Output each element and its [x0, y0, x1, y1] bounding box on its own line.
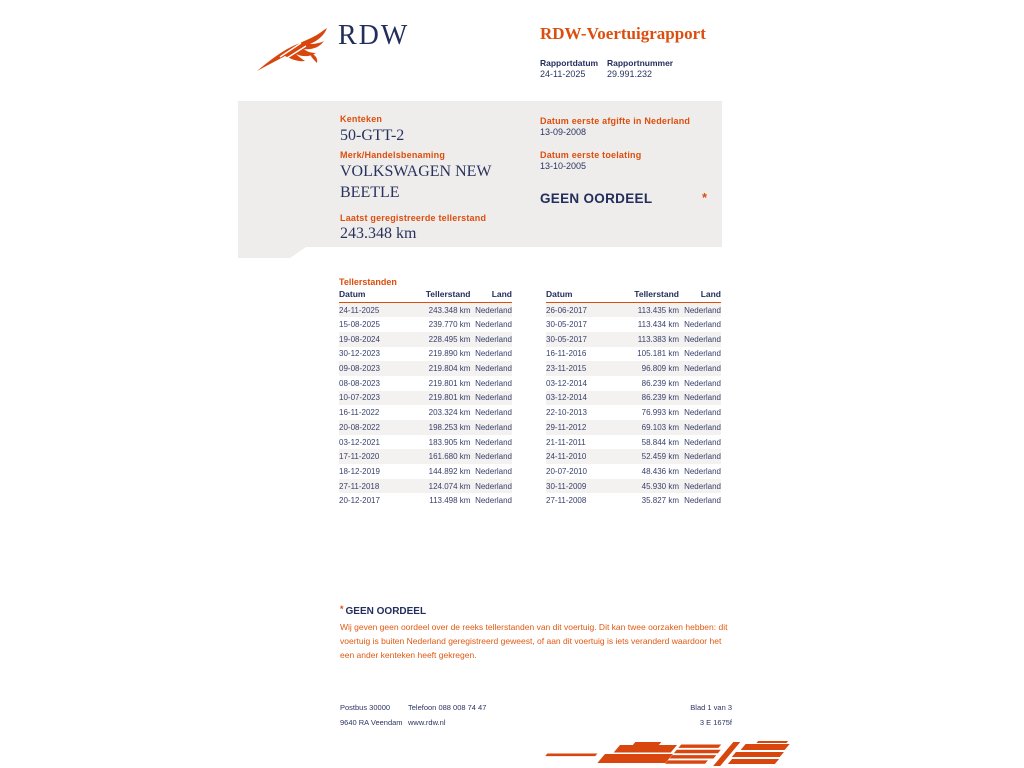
- country-cell: Nederland: [475, 408, 512, 418]
- rdw-feather-logo-icon: [254, 26, 334, 74]
- country-cell: Nederland: [475, 437, 512, 447]
- odometer-cell: 228.495 km: [428, 334, 471, 344]
- table-row: [546, 435, 721, 450]
- odometer-cell: 113.383 km: [637, 334, 679, 344]
- date-cell: 20-07-2010: [546, 466, 587, 476]
- odometer-table-left: [339, 289, 512, 508]
- odometer-cell: 48.436 km: [641, 466, 679, 476]
- country-cell: Nederland: [475, 393, 512, 403]
- column-header: Tellerstand: [408, 289, 470, 303]
- odometer-cell: 113.434 km: [637, 320, 679, 330]
- footer-postbus: Postbus 30000: [340, 703, 391, 712]
- odometer-cell: 239.770 km: [428, 320, 471, 330]
- country-cell: Nederland: [684, 496, 721, 506]
- eerste-afgifte-value: 13-09-2008: [540, 127, 587, 137]
- odometer-cell: 113.498 km: [429, 496, 471, 506]
- country-cell: Nederland: [475, 378, 512, 388]
- country-cell: Nederland: [684, 378, 721, 388]
- country-cell: Nederland: [475, 422, 512, 432]
- odometer-cell: 203.324 km: [428, 408, 471, 418]
- country-cell: Nederland: [684, 466, 721, 476]
- table-row: [339, 464, 512, 479]
- date-cell: 24-11-2025: [339, 305, 380, 315]
- table-row: [339, 493, 512, 508]
- footer-address: [340, 700, 403, 730]
- date-cell: 18-12-2019: [339, 466, 380, 476]
- column-header: Tellerstand: [616, 289, 679, 303]
- eerste-toelating-label: Datum eerste toelating: [540, 150, 642, 160]
- odometer-cell: 198.253 km: [428, 422, 471, 432]
- table-row: [546, 420, 721, 435]
- footer-city: 9640 RA Veendam: [340, 718, 403, 727]
- odometer-cell: 96.809 km: [641, 364, 679, 374]
- merk-label: Merk/Handelsbenaming: [340, 150, 446, 160]
- footer-website-link[interactable]: www.rdw.nl: [408, 718, 446, 727]
- odometer-cell: 76.993 km: [641, 408, 679, 418]
- table-row: [546, 464, 721, 479]
- date-cell: 03-12-2014: [546, 393, 587, 403]
- country-cell: Nederland: [684, 320, 721, 330]
- report-date-value: 24-11-2025: [540, 69, 586, 79]
- footnote-title-text: GEEN OORDEEL: [345, 606, 427, 617]
- date-cell: 26-06-2017: [546, 305, 587, 315]
- report-number-label: Rapportnummer: [607, 58, 674, 68]
- date-cell: 30-11-2009: [546, 481, 587, 491]
- table-row: [339, 361, 512, 376]
- country-cell: Nederland: [475, 452, 512, 462]
- table-row: [546, 332, 721, 347]
- column-header: Datum: [546, 289, 616, 303]
- date-cell: 09-08-2023: [339, 364, 380, 374]
- odometer-cell: 105.181 km: [637, 349, 679, 359]
- country-cell: Nederland: [475, 320, 512, 330]
- footer-contact: [408, 700, 486, 730]
- odometer-cell: 243.348 km: [428, 305, 471, 315]
- date-cell: 29-11-2012: [546, 422, 587, 432]
- country-cell: Nederland: [684, 305, 721, 315]
- table-row: [546, 493, 721, 508]
- footer-page-number: Blad 1 van 3: [690, 703, 732, 712]
- table-row: [546, 303, 721, 318]
- country-cell: Nederland: [475, 334, 512, 344]
- report-number-value: 29.991.232: [607, 69, 653, 79]
- country-cell: Nederland: [684, 481, 721, 491]
- odometer-cell: 86.239 km: [641, 378, 679, 388]
- date-cell: 21-11-2011: [546, 437, 586, 447]
- laatste-tellerstand-label: Laatst geregistreerde tellerstand: [340, 213, 487, 223]
- country-cell: Nederland: [684, 364, 721, 374]
- oordeel-asterisk: *: [702, 190, 708, 205]
- country-cell: Nederland: [475, 496, 512, 506]
- merk-value: VOLKSWAGEN NEW BEETLE: [340, 163, 492, 201]
- odometer-cell: 69.103 km: [641, 422, 679, 432]
- country-cell: Nederland: [475, 481, 512, 491]
- table-row: [339, 332, 512, 347]
- odometer-cell: 219.890 km: [428, 349, 471, 359]
- odometer-cell: 161.680 km: [428, 452, 471, 462]
- tellerstanden-section-title: Tellerstanden: [339, 277, 397, 287]
- vehicle-summary-box: [238, 101, 722, 247]
- column-header: Datum: [339, 289, 408, 303]
- footer-phone: Telefoon 088 008 74 47: [408, 703, 487, 712]
- date-cell: 20-08-2022: [339, 422, 380, 432]
- country-cell: Nederland: [684, 349, 721, 359]
- date-cell: 19-08-2024: [339, 334, 380, 344]
- country-cell: Nederland: [475, 349, 512, 359]
- table-row: [339, 376, 512, 391]
- column-header: Land: [679, 289, 721, 303]
- table-row: [546, 376, 721, 391]
- date-cell: 20-12-2017: [339, 496, 380, 506]
- date-cell: 27-11-2018: [339, 481, 380, 491]
- odometer-cell: 113.435 km: [637, 305, 679, 315]
- footer-form-code: 3 E 1675f: [699, 718, 732, 727]
- laatste-tellerstand-value: 243.348 km: [340, 225, 417, 242]
- table-row: [546, 479, 721, 494]
- document-title: RDW-Voertuigrapport: [540, 24, 706, 43]
- eerste-afgifte-label: Datum eerste afgifte in Nederland: [540, 116, 691, 126]
- date-cell: 16-11-2016: [546, 349, 587, 359]
- date-cell: 16-11-2022: [339, 408, 380, 418]
- date-cell: 22-10-2013: [546, 408, 587, 418]
- odometer-cell: 144.892 km: [428, 466, 471, 476]
- table-header-row: [546, 289, 721, 303]
- kenteken-label: Kenteken: [340, 114, 383, 124]
- rdw-wordmark: RDW: [338, 20, 410, 51]
- table-row: [546, 317, 721, 332]
- table-row: [546, 449, 721, 464]
- odometer-table-right: [546, 289, 721, 508]
- odometer-cell: 86.239 km: [641, 393, 679, 403]
- odometer-cell: 219.801 km: [428, 393, 471, 403]
- odometer-cell: 219.801 km: [428, 378, 471, 388]
- country-cell: Nederland: [684, 422, 721, 432]
- footer-pagination: [620, 700, 732, 730]
- odometer-cell: 124.074 km: [428, 481, 471, 491]
- date-cell: 30-05-2017: [546, 334, 587, 344]
- footnote-title: [340, 604, 426, 617]
- table-row: [339, 449, 512, 464]
- table-header-row: [339, 289, 512, 303]
- date-cell: 30-12-2023: [339, 349, 380, 359]
- odometer-cell: 35.827 km: [641, 496, 679, 506]
- table-row: [339, 317, 512, 332]
- country-cell: Nederland: [475, 364, 512, 374]
- column-header: Land: [470, 289, 512, 303]
- table-row: [546, 391, 721, 406]
- date-cell: 27-11-2008: [546, 496, 587, 506]
- date-cell: 24-11-2010: [546, 452, 587, 462]
- footnote-asterisk: *: [340, 604, 344, 614]
- date-cell: 10-07-2023: [339, 393, 380, 403]
- country-cell: Nederland: [475, 466, 512, 476]
- odometer-cell: 183.905 km: [428, 437, 471, 447]
- country-cell: Nederland: [684, 408, 721, 418]
- country-cell: Nederland: [684, 452, 721, 462]
- rdw-speed-stripes-graphic: [545, 740, 793, 768]
- date-cell: 23-11-2015: [546, 364, 587, 374]
- odometer-cell: 52.459 km: [641, 452, 679, 462]
- table-row: [546, 405, 721, 420]
- odometer-cell: 58.844 km: [641, 437, 679, 447]
- table-row: [339, 435, 512, 450]
- table-row: [339, 391, 512, 406]
- date-cell: 17-11-2020: [339, 452, 380, 462]
- date-cell: 15-08-2025: [339, 320, 380, 330]
- table-row: [339, 479, 512, 494]
- oordeel-status: GEEN OORDEEL: [540, 191, 653, 206]
- date-cell: 08-08-2023: [339, 378, 380, 388]
- report-date-label: Rapportdatum: [540, 58, 599, 68]
- table-row: [339, 303, 512, 318]
- footnote-text: Wij geven geen oordeel over de reeks tellerstanden van dit voertuig. Dit kan twee oorzaken hebben: dit voertuig is buiten Nederland geregistreerd geweest, of aan dit voertuig is iets veranderd waardoor het een ander kenteken heeft gekregen.: [340, 622, 728, 660]
- country-cell: Nederland: [475, 305, 512, 315]
- table-row: [546, 347, 721, 362]
- kenteken-value: 50-GTT-2: [340, 127, 405, 144]
- country-cell: Nederland: [684, 393, 721, 403]
- date-cell: 03-12-2021: [339, 437, 380, 447]
- table-row: [546, 361, 721, 376]
- country-cell: Nederland: [684, 437, 721, 447]
- table-row: [339, 420, 512, 435]
- country-cell: Nederland: [684, 334, 721, 344]
- eerste-toelating-value: 13-10-2005: [540, 161, 587, 171]
- date-cell: 03-12-2014: [546, 378, 587, 388]
- odometer-cell: 45.930 km: [641, 481, 679, 491]
- odometer-cell: 219.804 km: [428, 364, 471, 374]
- table-row: [339, 347, 512, 362]
- table-row: [339, 405, 512, 420]
- date-cell: 30-05-2017: [546, 320, 587, 330]
